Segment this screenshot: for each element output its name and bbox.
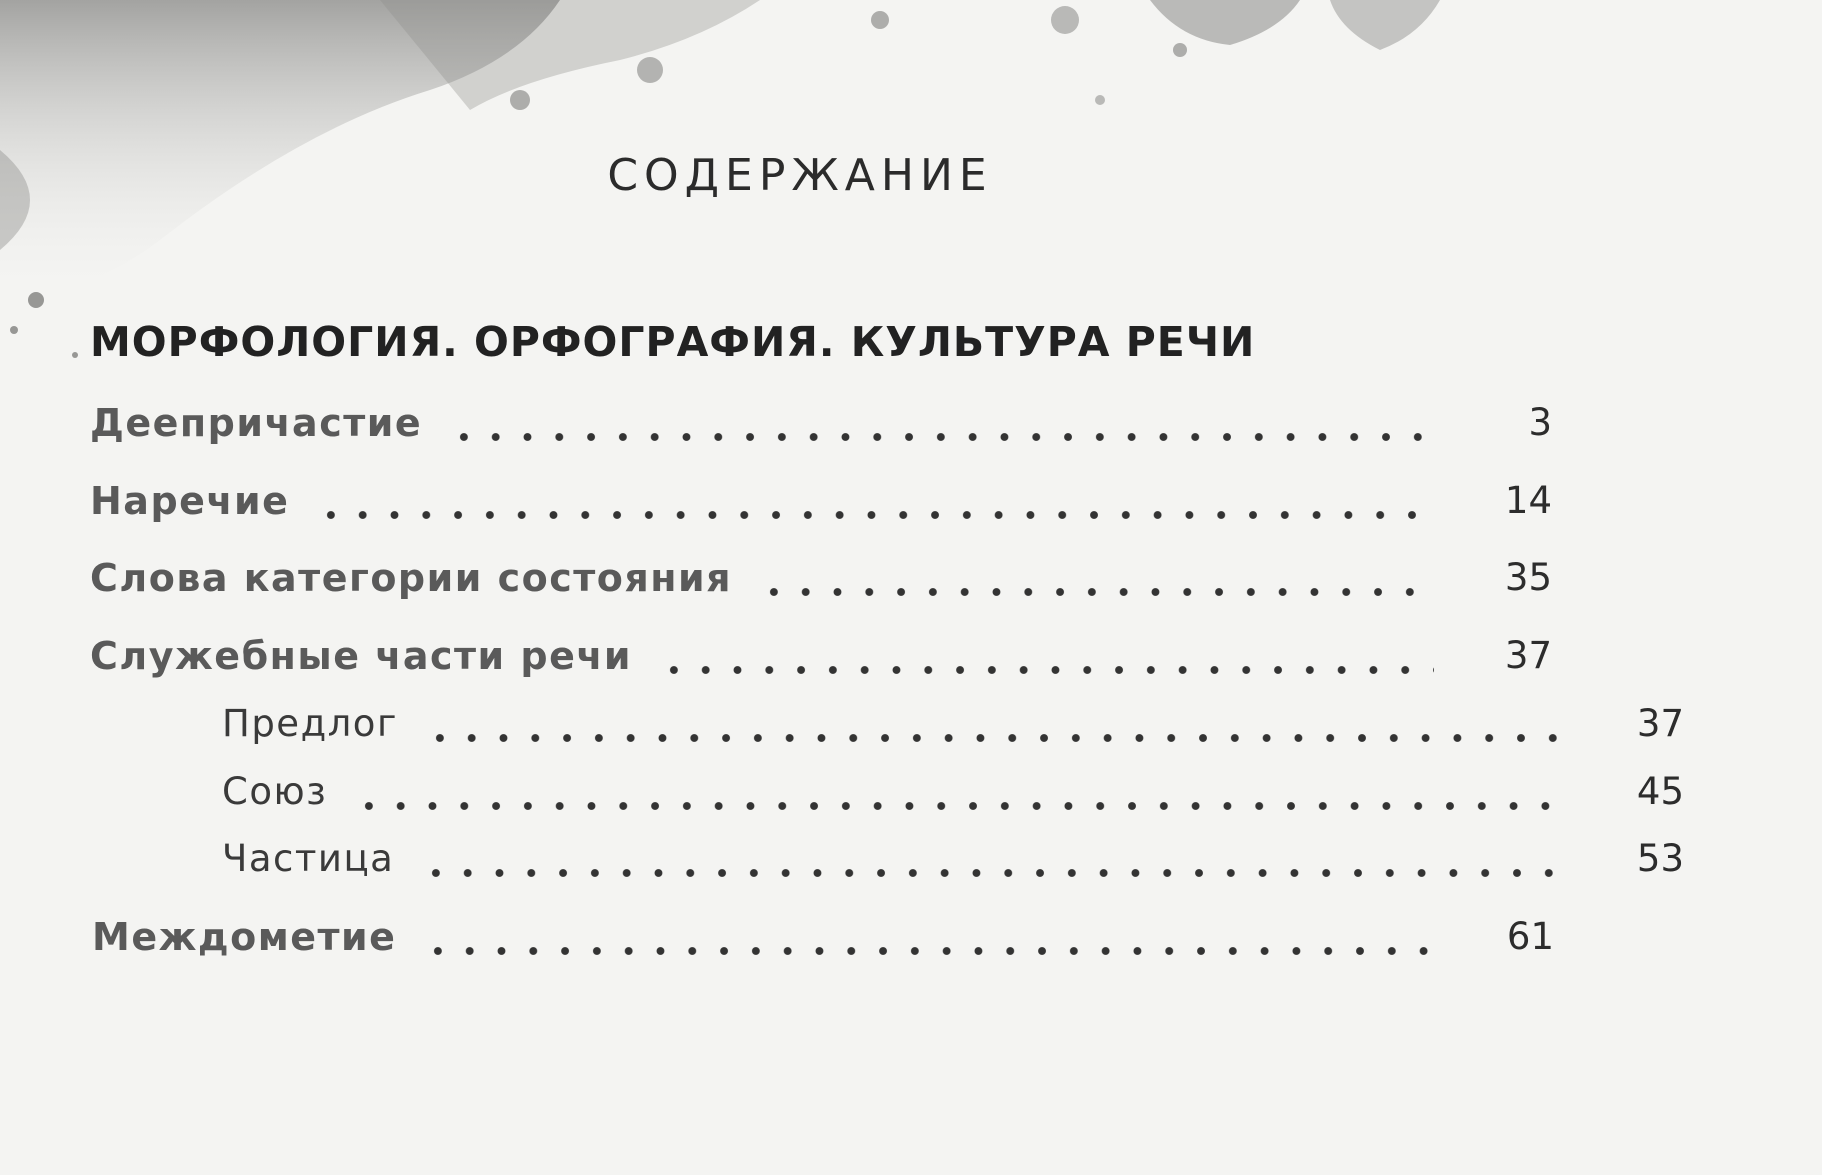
toc-entry-label: Частица [222,837,395,880]
toc-entry-page: 45 [1636,770,1684,813]
toc-entry-page: 37 [1636,702,1684,745]
toc-leader-dots [758,587,1434,597]
toc-leader-dots [448,432,1434,442]
toc-subentry[interactable] [0,834,1822,884]
toc-entry-page: 3 [1528,401,1552,444]
toc-subentry[interactable] [0,767,1822,817]
toc-entry[interactable] [0,631,1690,681]
toc-entry-page: 37 [1504,634,1552,677]
toc-leader-dots [658,665,1434,675]
toc-entry-page: 61 [1506,915,1554,958]
toc-entry-label: Наречие [90,479,290,523]
toc-entry-label: Деепричастие [90,401,423,445]
section-heading: МОРФОЛОГИЯ. ОРФОГРАФИЯ. КУЛЬТУРА РЕЧИ [90,318,1256,366]
toc-entry-page: 53 [1636,837,1684,880]
page-title: СОДЕРЖАНИЕ [607,150,993,201]
toc-entry-label: Служебные части речи [90,634,633,678]
toc-leader-dots [420,868,1566,878]
toc-entry[interactable] [0,398,1690,448]
toc-entry[interactable] [0,553,1690,603]
toc-leader-dots [315,510,1434,520]
toc-entry-label: Союз [222,770,328,813]
toc-entry-label: Слова категории состояния [90,556,733,600]
toc-entry-label: Предлог [222,702,398,745]
toc-entry-label: Междометие [92,915,397,959]
toc-entry[interactable] [0,476,1690,526]
toc-leader-dots [422,946,1436,956]
toc-entry-page: 35 [1504,556,1552,599]
toc-entry-page: 14 [1504,479,1552,522]
toc-subentry[interactable] [0,699,1822,749]
toc-leader-dots [424,733,1566,743]
toc-leader-dots [353,801,1566,811]
toc-entry[interactable] [0,912,1692,962]
